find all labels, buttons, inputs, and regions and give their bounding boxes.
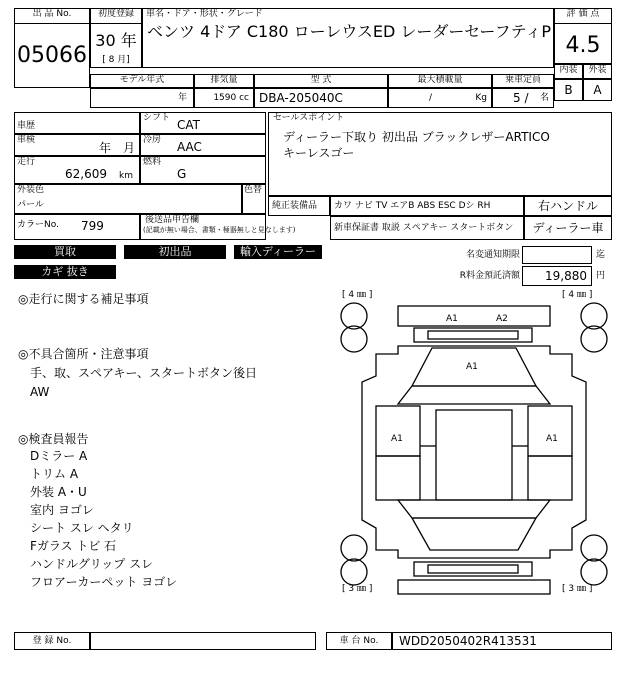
car-damage-diagram <box>336 286 612 602</box>
fuel-cell <box>140 156 266 184</box>
tire-front-right <box>581 303 607 329</box>
aircon: AAC <box>177 140 202 154</box>
inspector-item: トリム A <box>30 467 79 481</box>
shift: CAT <box>177 118 200 132</box>
score-label: 評 価 点 <box>555 9 611 24</box>
rear-trim <box>414 562 532 576</box>
damage-mark: A1 <box>446 314 458 324</box>
interior-grade: B <box>554 79 583 101</box>
chassis-no: WDD2050402R413531 <box>392 632 612 650</box>
car-name-label: 車名・ドア・形状・グレード <box>146 9 263 19</box>
mileage: 62,609 <box>65 167 107 181</box>
mileage-cell <box>14 156 140 184</box>
car-name: ベンツ 4ドア C180 ローレウスED レーダーセーフティP <box>147 22 551 41</box>
lot-no-label: 出 品 No. <box>15 9 89 24</box>
recycle-unit: 円 <box>596 271 606 281</box>
color-no-label: カラーNo. <box>17 220 59 230</box>
model-year-label: モデル年式 <box>90 74 194 88</box>
capacity-cell <box>492 88 554 108</box>
ext-color: パール <box>17 200 44 210</box>
reg-no-value <box>90 632 316 650</box>
shift-label: シフト <box>143 113 171 123</box>
aircon-label: 冷房 <box>143 135 162 145</box>
model-year-unit: 年 <box>90 88 194 108</box>
aircon-cell <box>140 134 266 156</box>
max-load-label: 最大積載量 <box>388 74 492 88</box>
damage-mark: A1 <box>546 434 558 444</box>
rear-bumper <box>398 580 550 594</box>
damage-mark: A2 <box>496 314 508 324</box>
tire-front-left <box>341 303 367 329</box>
displacement-label: 排気量 <box>194 74 254 88</box>
roof <box>436 410 512 500</box>
exterior-label: 外装 <box>583 64 612 79</box>
tire-rear-right-side <box>581 559 607 585</box>
tire-front-right-side <box>581 326 607 352</box>
color-no-cell <box>14 214 140 240</box>
history-cell <box>14 112 140 134</box>
chassis-label: 車 台 No. <box>326 632 392 650</box>
trunk <box>412 518 536 550</box>
inspector-item: シート スレ ヘタリ <box>30 521 134 535</box>
warranty: 新車保証書 取説 スペアキー スタートボタン <box>330 216 524 240</box>
capacity: 5 / <box>513 91 529 105</box>
equipment: カワ ナビ TV エアB ABS ESC Dシ RH <box>330 196 524 216</box>
tire-rear-right <box>581 535 607 561</box>
color-change-label: 色替 <box>244 185 263 195</box>
sales-point-line2: キーレスゴー <box>283 146 355 160</box>
right-front-door <box>528 406 572 456</box>
inspection-month: 月 <box>123 141 136 155</box>
recycle-value: 19,880 <box>522 266 592 286</box>
shift-cell <box>140 112 266 134</box>
exterior-grade: A <box>583 79 612 101</box>
badge-buy: 買取 <box>14 245 116 259</box>
post-doc-note: (記載が無い場合、書類・極器無しと見なします) <box>143 226 296 234</box>
defects-title: ◎不具合箇所・注意事項 <box>18 347 149 361</box>
reg-no-label: 登 録 No. <box>14 632 90 650</box>
inspector-item: Dミラー A <box>30 449 88 463</box>
front-grille <box>414 328 532 342</box>
damage-mark: A1 <box>466 362 478 372</box>
max-load-cell <box>388 88 492 108</box>
badge-first-listing: 初出品 <box>124 245 226 259</box>
inspector-item: フロアーカーペット ヨゴレ <box>30 575 178 589</box>
car-name-box <box>142 8 554 68</box>
ext-color-cell <box>14 184 242 214</box>
inspector-item: ハンドルグリップ スレ <box>30 557 154 571</box>
first-reg-year: 30 年 <box>95 31 137 50</box>
handle: 右ハンドル <box>524 196 612 216</box>
capacity-label: 乗車定員 <box>492 74 554 88</box>
name-change-label: 名変通知期限 <box>465 250 520 260</box>
tire-rl-label: [ 3 ㎜ ] <box>342 584 373 594</box>
post-doc-cell <box>140 214 296 240</box>
interior-label: 内装 <box>554 64 583 79</box>
right-rear-door <box>528 456 572 500</box>
name-change-unit: 迄 <box>596 250 606 260</box>
inspector-item: 外装 A・U <box>30 485 87 499</box>
sales-point-label: セールスポイント <box>273 113 345 123</box>
inspector-title: ◎検査員報告 <box>18 432 89 446</box>
fuel: G <box>177 167 187 181</box>
body-outline <box>362 346 586 558</box>
driving-notes-title: ◎走行に関する補足事項 <box>18 292 149 306</box>
left-rear-door <box>376 456 420 500</box>
color-no: 799 <box>81 219 104 233</box>
badge-import-dealer: 輸入ディーラー <box>234 245 322 259</box>
tire-rear-left-side <box>341 559 367 585</box>
displacement: 1590 cc <box>194 88 254 108</box>
tire-rr-label: [ 3 ㎜ ] <box>562 584 593 594</box>
tire-fl-label: [ 4 ㎜ ] <box>342 290 373 300</box>
equipment-label: 純正装備品 <box>268 196 330 216</box>
color-change-cell <box>242 184 266 214</box>
inspection-label: 車検 <box>17 135 36 145</box>
rear-trim-inner <box>428 565 518 573</box>
capacity-unit: 名 <box>539 93 549 103</box>
type: DBA-205040C <box>254 88 388 108</box>
front-grille-inner <box>428 331 518 339</box>
lot-no: 05066 <box>17 43 87 68</box>
name-change-value <box>522 246 592 264</box>
tire-rear-left <box>341 535 367 561</box>
max-load: / <box>429 93 433 103</box>
mileage-unit: km <box>119 171 133 181</box>
first-reg-label: 初度登録 <box>91 9 141 24</box>
type-label: 型 式 <box>254 74 388 88</box>
defects-line1: 手、取、スペアキー、スタートボタン後日 <box>30 366 258 380</box>
first-registration-box <box>90 8 142 68</box>
left-front-door <box>376 406 420 456</box>
history-label: 車歴 <box>17 121 36 131</box>
front-bumper <box>398 306 550 326</box>
recycle-label: R料金預託済額 <box>459 271 520 281</box>
badge-keyless: カギ 抜き <box>14 265 116 279</box>
defects-line2: AW <box>30 385 50 399</box>
first-reg-month: [ 8 月] <box>102 55 130 65</box>
tire-front-left-side <box>341 326 367 352</box>
inspection-cell <box>14 134 140 156</box>
mileage-label: 走行 <box>17 157 36 167</box>
inspector-item: 室内 ヨゴレ <box>30 503 94 517</box>
windshield <box>398 386 550 404</box>
post-doc-label: 後送品申告欄 <box>145 215 200 225</box>
sales-point-line1: ディーラー下取り 初出品 ブラックレザーARTICO <box>283 130 550 144</box>
ext-color-label: 外装色 <box>17 185 45 195</box>
inspection-year: 年 <box>99 141 112 155</box>
inspector-item: Fガラス トビ 石 <box>30 539 117 553</box>
dealer: ディーラー車 <box>524 216 612 240</box>
score: 4.5 <box>565 33 601 58</box>
fuel-label: 燃料 <box>143 157 162 167</box>
rear-window <box>398 500 550 518</box>
damage-mark: A1 <box>391 434 403 444</box>
score-box <box>554 8 612 64</box>
max-load-unit: Kg <box>475 93 487 103</box>
sales-point-box <box>268 112 612 196</box>
lot-number-box <box>14 8 90 88</box>
tire-fr-label: [ 4 ㎜ ] <box>562 290 593 300</box>
